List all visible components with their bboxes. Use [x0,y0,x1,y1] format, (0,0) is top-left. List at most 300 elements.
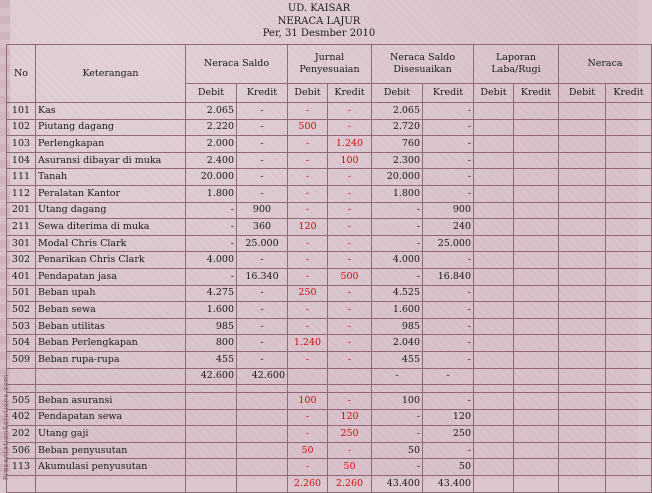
spacer-row [7,385,652,393]
account-name: Penarikan Chris Clark [36,252,186,269]
empty-cell [474,476,514,493]
jp-kredit-cell: - [328,318,372,335]
table-row [7,235,652,252]
empty-cell [606,268,652,285]
nsd-kredit-total: 43.400 [423,476,474,493]
empty-cell [606,202,652,219]
table-row [7,185,652,202]
table-row [7,351,652,368]
empty-cell [514,119,559,136]
empty-cell [559,252,606,269]
jp-kredit-cell: - [328,103,372,120]
nsd-debit-total: 43.400 [372,476,423,493]
jp-kredit-total: 2.260 [328,476,372,493]
jp-debit-cell: - [288,185,328,202]
nsd-kredit-cell: 900 [423,202,474,219]
jp-debit-cell: - [288,169,328,186]
empty-cell [559,385,606,393]
empty-cell [606,385,652,393]
ns-kredit-cell [237,409,288,426]
nsd-debit-cell: 4.525 [372,285,423,302]
table-row [7,459,652,476]
account-number: 509 [7,351,36,368]
empty-cell [36,385,186,393]
account-number: 502 [7,302,36,319]
empty-cell [606,318,652,335]
account-name: Kas [36,103,186,120]
empty-cell [237,476,288,493]
empty-cell [559,235,606,252]
ns-debit-subtotal: 42.600 [186,368,237,385]
empty-cell [606,368,652,385]
empty-cell [474,442,514,459]
ns-debit-cell: - [186,235,237,252]
empty-cell [474,219,514,236]
col-keterangan-header: Keterangan [36,45,186,103]
empty-cell [186,476,237,493]
table-row [7,252,652,269]
account-name: Asuransi dibayar di muka [36,152,186,169]
ns-kredit-cell: - [237,252,288,269]
empty-cell [474,426,514,443]
empty-cell [514,409,559,426]
account-name: Utang gaji [36,426,186,443]
empty-cell [328,385,372,393]
empty-cell [237,385,288,393]
empty-cell [514,285,559,302]
nsd-debit-header: Debit [372,84,423,103]
table-row [7,136,652,153]
account-number: 504 [7,335,36,352]
nsd-kredit-cell: - [423,302,474,319]
jp-kredit-cell: - [328,393,372,410]
table-row [7,335,652,352]
account-number: 302 [7,252,36,269]
table-row [7,393,652,410]
jp-debit-cell: 250 [288,285,328,302]
nsd-kredit-cell: 250 [423,426,474,443]
jp-kredit-cell: - [328,219,372,236]
empty-cell [474,235,514,252]
jp-kredit-cell: 250 [328,426,372,443]
nsd-debit-cell: 2.720 [372,119,423,136]
ns-debit-cell: - [186,219,237,236]
nsd-kredit-cell: - [423,119,474,136]
empty-cell [514,459,559,476]
nsd-debit-cell: 760 [372,136,423,153]
group-neraca: Neraca [559,45,652,84]
nsd-debit-cell: 1.800 [372,185,423,202]
nsd-debit-cell: - [372,202,423,219]
nsd-debit-cell: - [372,459,423,476]
account-number: 101 [7,103,36,120]
ns-debit-cell: 1.600 [186,302,237,319]
jp-kredit-cell: - [328,119,372,136]
empty-cell [514,202,559,219]
empty-cell [559,169,606,186]
account-number: 211 [7,219,36,236]
account-number: 104 [7,152,36,169]
empty-cell [606,459,652,476]
empty-cell [559,409,606,426]
ns-debit-cell: 455 [186,351,237,368]
table-row [7,103,652,120]
neraca-kredit-header: Kredit [606,84,652,103]
nsd-kredit-cell: - [423,393,474,410]
empty-cell [474,268,514,285]
account-name: Beban asuransi [36,393,186,410]
empty-cell [606,302,652,319]
nsd-kredit-cell: - [423,318,474,335]
empty-cell [606,393,652,410]
jp-debit-cell: - [288,268,328,285]
jp-debit-cell: - [288,409,328,426]
account-name: Beban Perlengkapan [36,335,186,352]
jp-debit-cell: 120 [288,219,328,236]
nsd-debit-cell: 2.300 [372,152,423,169]
nsd-debit-cell: 4.000 [372,252,423,269]
col-no-header: No [7,45,36,103]
group-neraca-saldo: Neraca Saldo [186,45,288,84]
empty-cell [474,136,514,153]
nsd-kredit-subtotal: - [423,368,474,385]
empty-cell [514,368,559,385]
empty-cell [474,119,514,136]
ns-kredit-cell [237,393,288,410]
account-number: 402 [7,409,36,426]
report-period: Per, 31 Desmber 2010 [262,28,376,39]
account-number: 503 [7,318,36,335]
nsd-kredit-cell: 16.840 [423,268,474,285]
empty-cell [514,442,559,459]
empty-cell [36,476,186,493]
empty-cell [474,169,514,186]
empty-cell [474,152,514,169]
empty-cell [514,385,559,393]
empty-cell [7,385,36,393]
ns-kredit-cell: 16.340 [237,268,288,285]
nsd-kredit-cell: - [423,185,474,202]
empty-cell [474,185,514,202]
ns-debit-cell: 2.400 [186,152,237,169]
empty-cell [423,385,474,393]
jp-kredit-cell: 1.240 [328,136,372,153]
account-name: Pendapatan jasa [36,268,186,285]
ns-debit-cell: - [186,268,237,285]
empty-cell [288,368,328,385]
jp-kredit-header: Kredit [328,84,372,103]
empty-cell [514,219,559,236]
neraca-debit-header: Debit [559,84,606,103]
empty-cell [514,268,559,285]
empty-cell [559,426,606,443]
total-row [7,476,652,493]
empty-cell [559,335,606,352]
ns-debit-cell: 2.220 [186,119,237,136]
lr-kredit-header: Kredit [514,84,559,103]
empty-cell [474,335,514,352]
jp-debit-cell: 500 [288,119,328,136]
account-number: 301 [7,235,36,252]
empty-cell [372,385,423,393]
empty-cell [559,268,606,285]
account-name: Beban sewa [36,302,186,319]
ns-kredit-cell: - [237,351,288,368]
subtotal-row [7,368,652,385]
empty-cell [606,185,652,202]
jp-kredit-cell: - [328,442,372,459]
jp-debit-cell: 100 [288,393,328,410]
empty-cell [606,476,652,493]
account-name: Beban utilitas [36,318,186,335]
table-row [7,426,652,443]
account-number: 113 [7,459,36,476]
empty-cell [559,185,606,202]
nsd-debit-cell: 1.600 [372,302,423,319]
ns-debit-cell: 20.000 [186,169,237,186]
account-name: Tanah [36,169,186,186]
table-row [7,119,652,136]
nsd-debit-cell: 2.040 [372,335,423,352]
empty-cell [559,442,606,459]
empty-cell [559,368,606,385]
account-name: Beban upah [36,285,186,302]
nsd-debit-cell: 2.065 [372,103,423,120]
jp-kredit-cell: 100 [328,152,372,169]
empty-cell [606,285,652,302]
ns-debit-cell: 985 [186,318,237,335]
ns-kredit-cell: - [237,285,288,302]
jp-kredit-cell: - [328,252,372,269]
empty-cell [514,335,559,352]
table-row [7,442,652,459]
company-name: UD. KAISAR [287,3,351,14]
jp-debit-cell: - [288,136,328,153]
jp-debit-cell: - [288,103,328,120]
empty-cell [474,318,514,335]
account-number: 505 [7,393,36,410]
nsd-debit-subtotal: - [372,368,423,385]
ns-debit-cell [186,459,237,476]
account-number: 202 [7,426,36,443]
jp-debit-cell: 50 [288,442,328,459]
empty-cell [559,302,606,319]
empty-cell [514,476,559,493]
ns-kredit-cell: - [237,318,288,335]
empty-cell [606,136,652,153]
ns-kredit-header: Kredit [237,84,288,103]
nsd-kredit-cell: - [423,442,474,459]
nsd-debit-cell: 100 [372,393,423,410]
ns-debit-cell: 800 [186,335,237,352]
empty-cell [514,351,559,368]
empty-cell [514,169,559,186]
ns-debit-cell [186,426,237,443]
empty-cell [606,426,652,443]
ns-debit-header: Debit [186,84,237,103]
nsd-debit-cell: - [372,235,423,252]
jp-debit-cell: 1.240 [288,335,328,352]
group-jurnal-penyesuaian: Jurnal Penyesuaian [288,45,372,84]
table-row [7,409,652,426]
account-name: Beban rupa-rupa [36,351,186,368]
lr-debit-header: Debit [474,84,514,103]
ns-debit-cell [186,393,237,410]
account-number: 112 [7,185,36,202]
ns-debit-cell: 2.065 [186,103,237,120]
ns-debit-cell: 4.000 [186,252,237,269]
empty-cell [606,442,652,459]
empty-cell [514,103,559,120]
watermark: PresentationSolutions.com [2,374,10,480]
empty-cell [559,285,606,302]
empty-cell [514,318,559,335]
empty-cell [606,351,652,368]
empty-cell [606,235,652,252]
jp-debit-cell: - [288,202,328,219]
nsd-debit-cell: - [372,268,423,285]
nsd-debit-cell: 50 [372,442,423,459]
nsd-kredit-cell: - [423,335,474,352]
ns-kredit-cell: - [237,119,288,136]
table-row [7,285,652,302]
nsd-kredit-cell: - [423,285,474,302]
empty-cell [514,393,559,410]
empty-cell [606,152,652,169]
jp-kredit-cell: 50 [328,459,372,476]
jp-kredit-cell: - [328,302,372,319]
ns-debit-cell: 4.275 [186,285,237,302]
ns-kredit-cell: - [237,152,288,169]
jp-kredit-cell: - [328,335,372,352]
jp-kredit-cell: - [328,235,372,252]
ns-debit-cell [186,409,237,426]
nsd-kredit-cell: - [423,351,474,368]
nsd-kredit-cell: - [423,252,474,269]
account-name: Utang dagang [36,202,186,219]
empty-cell [606,119,652,136]
nsd-kredit-cell: - [423,152,474,169]
empty-cell [7,368,36,385]
jp-kredit-cell: 120 [328,409,372,426]
empty-cell [474,351,514,368]
nsd-debit-cell: - [372,426,423,443]
empty-cell [474,252,514,269]
jp-kredit-cell: - [328,285,372,302]
header-row-groups [7,45,652,84]
empty-cell [559,459,606,476]
empty-cell [514,235,559,252]
account-name: Modal Chris Clark [36,235,186,252]
jp-debit-total: 2.260 [288,476,328,493]
account-number: 401 [7,268,36,285]
report-title: NERACA LAJUR [277,15,361,27]
empty-cell [559,476,606,493]
empty-cell [606,219,652,236]
jp-kredit-cell: - [328,185,372,202]
empty-cell [474,393,514,410]
table-row [7,268,652,285]
empty-cell [559,152,606,169]
jp-debit-cell: - [288,351,328,368]
empty-cell [606,335,652,352]
nsd-kredit-header: Kredit [423,84,474,103]
ns-kredit-cell: - [237,302,288,319]
empty-cell [514,252,559,269]
empty-cell [474,202,514,219]
empty-cell [606,103,652,120]
ns-kredit-cell: - [237,169,288,186]
nsd-debit-cell: - [372,409,423,426]
empty-cell [559,119,606,136]
ns-kredit-cell: - [237,185,288,202]
worksheet-body [7,103,652,493]
account-number: 201 [7,202,36,219]
table-row [7,219,652,236]
jp-debit-cell: - [288,252,328,269]
ns-debit-cell: 2.000 [186,136,237,153]
jp-kredit-cell: 500 [328,268,372,285]
jp-debit-cell: - [288,318,328,335]
empty-cell [514,302,559,319]
empty-cell [514,152,559,169]
table-row [7,302,652,319]
empty-cell [474,302,514,319]
empty-cell [328,368,372,385]
account-name: Beban penyusutan [36,442,186,459]
ns-kredit-cell: - [237,136,288,153]
table-row [7,152,652,169]
account-name: Sewa diterima di muka [36,219,186,236]
nsd-kredit-cell: 240 [423,219,474,236]
ns-kredit-cell [237,442,288,459]
ns-kredit-cell: 360 [237,219,288,236]
jp-debit-cell: - [288,235,328,252]
empty-cell [186,385,237,393]
group-laporan-laba-rugi: Laporan Laba/Rugi [474,45,559,84]
empty-cell [474,459,514,476]
ns-kredit-cell: 900 [237,202,288,219]
empty-cell [559,393,606,410]
account-number: 103 [7,136,36,153]
nsd-debit-cell: 985 [372,318,423,335]
nsd-kredit-cell: - [423,103,474,120]
jp-kredit-cell: - [328,169,372,186]
account-number: 506 [7,442,36,459]
empty-cell [7,476,36,493]
account-name: Perlengkapan [36,136,186,153]
empty-cell [606,252,652,269]
ns-debit-cell: - [186,202,237,219]
account-number: 102 [7,119,36,136]
group-neraca-saldo-disesuaikan: Neraca Saldo Disesuaikan [372,45,474,84]
account-name: Pendapatan sewa [36,409,186,426]
empty-cell [559,202,606,219]
empty-cell [606,169,652,186]
ns-kredit-cell [237,426,288,443]
account-name: Akumulasi penyusutan [36,459,186,476]
jp-debit-cell: - [288,459,328,476]
empty-cell [474,409,514,426]
empty-cell [288,385,328,393]
empty-cell [36,368,186,385]
nsd-debit-cell: - [372,219,423,236]
nsd-kredit-cell: 120 [423,409,474,426]
nsd-kredit-cell: - [423,169,474,186]
ns-kredit-cell: - [237,335,288,352]
empty-cell [474,368,514,385]
jp-debit-cell: - [288,302,328,319]
